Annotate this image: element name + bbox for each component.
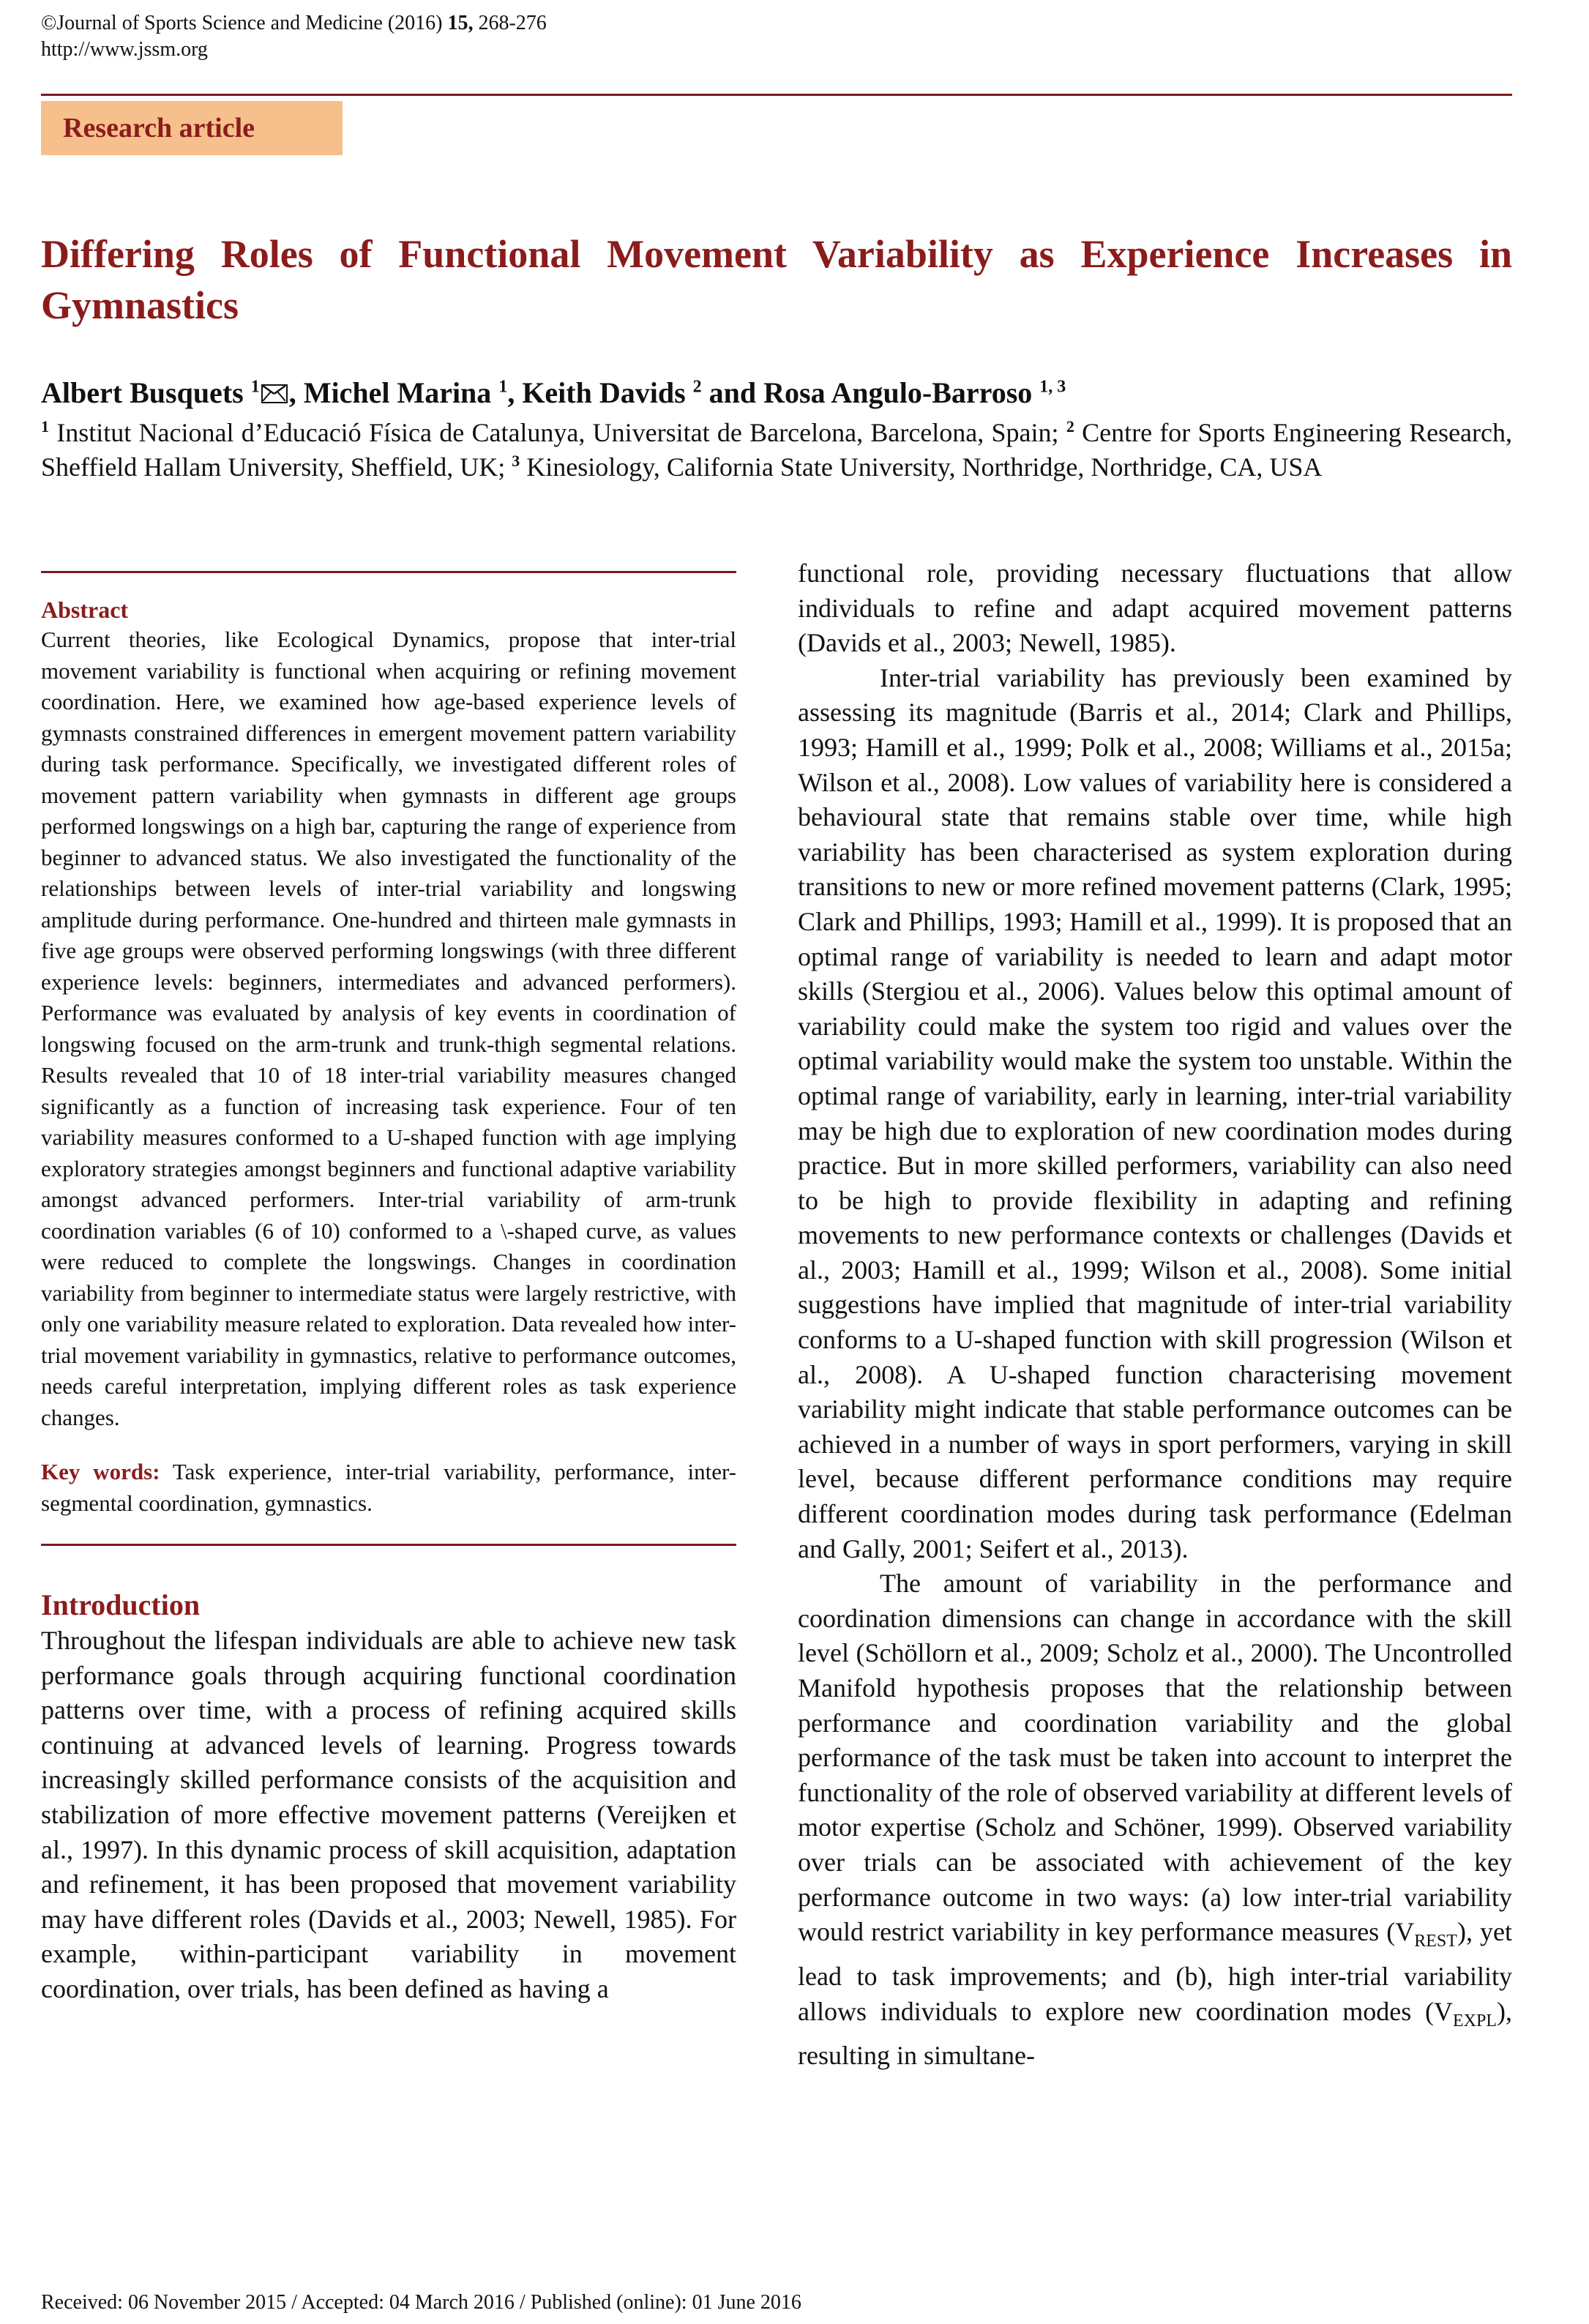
journal-volume: 15,: [447, 12, 474, 34]
left-column: [41, 571, 736, 2007]
journal-pages: 268-276: [473, 12, 547, 34]
affiliations: [41, 416, 1512, 485]
affiliation-mark: 3: [512, 452, 520, 470]
subscript: EXPL: [1453, 2011, 1497, 2030]
envelope-icon[interactable]: [261, 384, 288, 403]
header-divider: [41, 94, 1512, 96]
journal-citation: [41, 10, 547, 37]
keywords: [41, 1457, 736, 1519]
body-text-span: The amount of variability in the performance and coordination dimensions can change in accordance with the skill level (Schöllorn et al., 2009; Scholz et al., 2000). The Uncontrolled Manifold hypothesis proposes that the relationship between performance and coordination variability and the global performance of the task must be taken into account to interpret the functionality of the role of observed variability at different levels of motor expertise (Scholz and Schöner, 1999). Observed variability over trials can be associated with achievement of the key performance outcome in two ways: (a) low inter-trial variability would restrict variability in key performance measures (V: [798, 1569, 1512, 1947]
affiliation-text: Institut Nacional d’Educació Física de Catalunya, Universitat de Barcelona, Barcelona, Spain;: [49, 418, 1066, 447]
abstract-bottom-rule: [41, 1544, 736, 1546]
right-column: [798, 556, 1512, 2074]
paper-title: Differing Roles of Functional Movement Variability as Experience Increases in Gymnastics: [41, 232, 1512, 327]
keywords-label: Key words:: [41, 1459, 160, 1484]
article-type-badge: [41, 101, 343, 155]
affiliation-text: Kinesiology, California State University, Northridge, Northridge, CA, USA: [520, 452, 1323, 482]
body-text-span: ), yet lead to task improvements; and (b), high inter-trial variability allows individuals to explore new coordination modes (V: [798, 1917, 1513, 2026]
abstract-heading: Abstract: [41, 597, 129, 623]
author-name: , Michel Marina: [288, 376, 499, 409]
author-affiliation-mark: 1: [498, 377, 508, 397]
author-name: Albert Busquets: [41, 376, 251, 409]
author-affiliation-mark: 1: [250, 377, 260, 397]
abstract-text: Current theories, like Ecological Dynamics, propose that inter-trial movement variability is functional when acquiring or refining movement coordination. Here, we examined how age-based experience levels of gymnasts constrained differences in emergent movement pattern variability during task performance. Specifically, we investigated different roles of movement pattern variability when gymnasts in different age groups performed longswings on a high bar, capturing the range of experience from beginner to advanced status. We also investigated the functionality of the relationships between levels of inter-trial variability and longswing amplitude during performance. One-hundred and thirteen male gymnasts in five age groups were observed performing longswings (with three different experience levels: beginners, intermediates and advanced performers). Performance was evaluated by analysis of key events in coordination of longswing focused on the arm-trunk and trunk-thigh segmental relations. Results revealed that 10 of 18 inter-trial variability measures changed significantly as a function of increasing task experience. Four of ten variability measures conformed to a U-shaped function with age implying exploratory strategies amongst beginners and functional adaptive variability amongst advanced performers. Inter-trial variability of arm-trunk coordination variables (6 of 10) conformed to a \-shaped curve, as values were reduced to complete the longswings. Changes in coordination variability from beginner to intermediate status were largely restrictive, with only one variability measure related to exploration. Data revealed how inter-trial movement variability in gymnastics, relative to performance outcomes, needs careful interpretation, implying different roles as task experience changes.: [41, 627, 736, 1430]
body-paragraph: Inter-trial variability has previously been examined by assessing its magnitude (Barris et al., 2014; Clark and Phillips, 1993; Hamill et al., 1999; Polk et al., 2008; Williams et al., 2015a; Wilson et al., 2008). Low values of variability here is considered a behavioural state that remains stable over time, while high variability has been characterised as system exploration during transitions to new or more refined movement patterns (Clark, 1995; Clark and Phillips, 1993; Hamill et al., 1999). It is proposed that an optimal range of variability is needed to learn and adapt motor skills (Stergiou et al., 2006). Values below this optimal amount of variability could make the system too rigid and values over the optimal variability would make the system too unstable. Within the optimal range of variability, early in learning, inter-trial variability may be high due to exploration of new coordination modes during practice. But in more skilled performers, variability can also need to be high to provide flexibility in adapting and refining movements to new performance contexts or challenges (Davids et al., 2003; Hamill et al., 1999; Wilson et al., 2008). Some initial suggestions have implied that magnitude of inter-trial variability conforms to a U-shaped function with skill progression (Wilson et al., 2008). A U-shaped function characterising movement variability might indicate that stable performance outcomes can be achieved in a number of ways in sport performers, varying in skill level, because different performance conditions may require different coordination modes during task performance (Edelman and Gally, 2001; Seifert et al., 2013).: [798, 662, 1512, 1563]
author-name: and Rosa Angulo-Barroso: [701, 376, 1040, 409]
introduction-heading: Introduction: [41, 1588, 201, 1621]
affiliation-mark: 2: [1066, 417, 1074, 436]
body-text-span: ), resulting in simultane-: [798, 1996, 1512, 2071]
author-name: , Keith Davids: [507, 376, 693, 409]
author-affiliation-mark: 2: [692, 377, 702, 397]
body-paragraph: functional role, providing necessary fluctuations that allow individuals to refine and adapt acquired movement patterns (Davids et al., 2003; Newell, 1985).: [798, 558, 1512, 658]
abstract-top-rule: [41, 571, 736, 573]
author-affiliation-mark: 1, 3: [1039, 377, 1066, 397]
author-list: [41, 373, 1512, 413]
journal-prefix: ©Journal of Sports Science and Medicine (2016): [41, 12, 448, 34]
article-type-label: Research article: [63, 113, 255, 143]
keywords-text: Task experience, inter-trial variability, performance, inter-segmental coordination, gymnastics.: [41, 1459, 736, 1516]
publication-dates: Received: 06 November 2015 / Accepted: 04 March 2016 / Published (online): 01 June 2016: [41, 2291, 801, 2314]
introduction-paragraph: Throughout the lifespan individuals are able to achieve new task performance goals through acquiring functional coordination patterns over time, with a process of refining acquired skills continuing at advanced levels of learning. Progress towards increasingly skilled performance consists of the acquisition and stabilization of more effective movement patterns (Vereijken et al., 1997). In this dynamic process of skill acquisition, adaptation and refinement, it has been proposed that movement variability may have different roles (Davids et al., 2003; Newell, 1985). For example, within-participant variability in movement coordination, over trials, has been defined as having a: [41, 1626, 736, 2003]
affiliation-mark: 1: [41, 417, 49, 436]
paper-page: [41, 0, 1512, 2324]
journal-url[interactable]: http://www.jssm.org: [41, 38, 208, 61]
affiliation-text: Centre for Sports Engineering Research, Sheffield Hallam University, Sheffield, UK;: [41, 418, 1512, 482]
subscript: REST: [1414, 1932, 1457, 1951]
body-paragraph: [798, 1566, 1512, 2074]
